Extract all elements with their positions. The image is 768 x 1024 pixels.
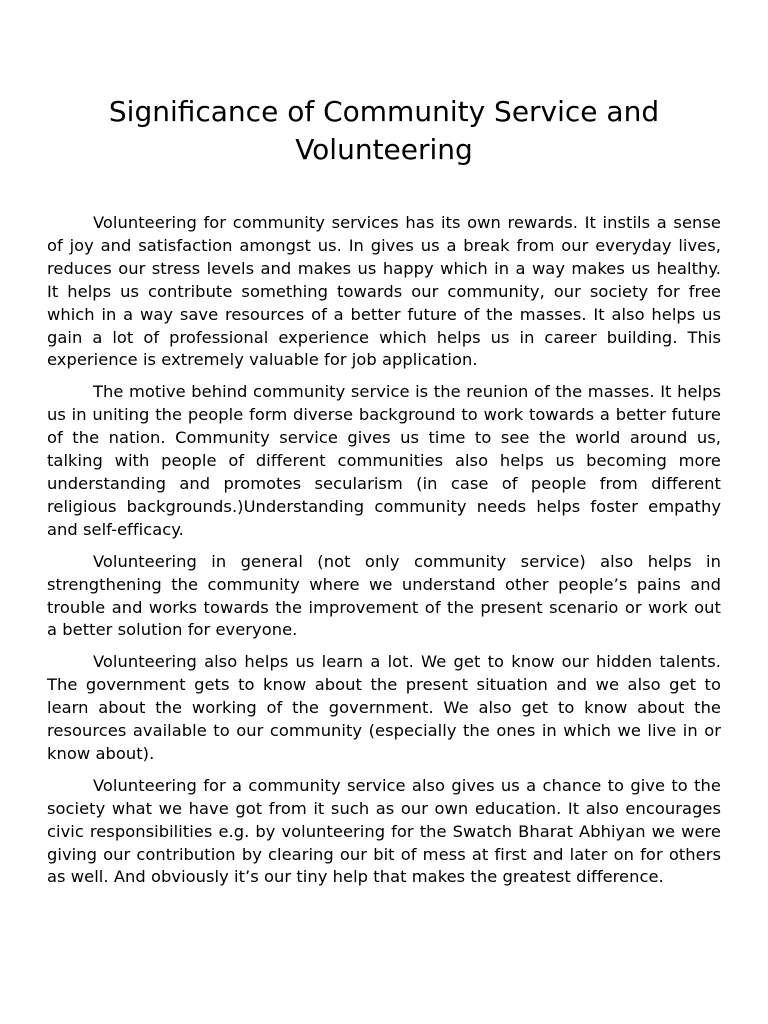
document-title: Significance of Community Service and Volunteering [108,95,660,166]
paragraph-5: Volunteering for a community service also gives us a chance to give to the society what we have got from it such as our own education. It also encourages civic responsibilities e.g. by volunteering for the Swatch Bharat Abhiyan we were giving our contribution by clearing our bit of mess at first and later on for others as well. And obviously it’s our tiny help that makes the greatest difference. [47,775,721,887]
paragraph-4: Volunteering also helps us learn a lot. We get to know our hidden talents. The government gets to know about the present situation and we also get to learn about the working of the government. We also get to know about the resources available to our community (especially the ones in which we live in or know about). [47,652,721,763]
paragraph-1: Volunteering for community services has its own rewards. It instils a sense of joy and satisfaction amongst us. In gives us a break from our everyday lives, reduces our stress levels and makes us happy which in a way makes us healthy. It helps us contribute something towards our community, our society for free which in a way save resources of a better future of the masses. It also helps us gain a lot of professional experience which helps us in career building. This experience is extremely valuable for job application. [47,213,721,370]
document-body [47,212,721,898]
paragraph-2: The motive behind community service is the reunion of the masses. It helps us in uniting the people form diverse background to work towards a better future of the nation. Community service gives us time to see the world around us, talking with people of different communities also helps us becoming more understanding and promotes secularism (in case of people from different religious backgrounds.)Understanding community needs helps foster empathy and self-efficacy. [47,382,721,539]
paragraph-3: Volunteering in general (not only community service) also helps in strengthening the community where we understand other people’s pains and trouble and works towards the improvement of the present scenario or work out a better solution for everyone. [47,551,721,640]
